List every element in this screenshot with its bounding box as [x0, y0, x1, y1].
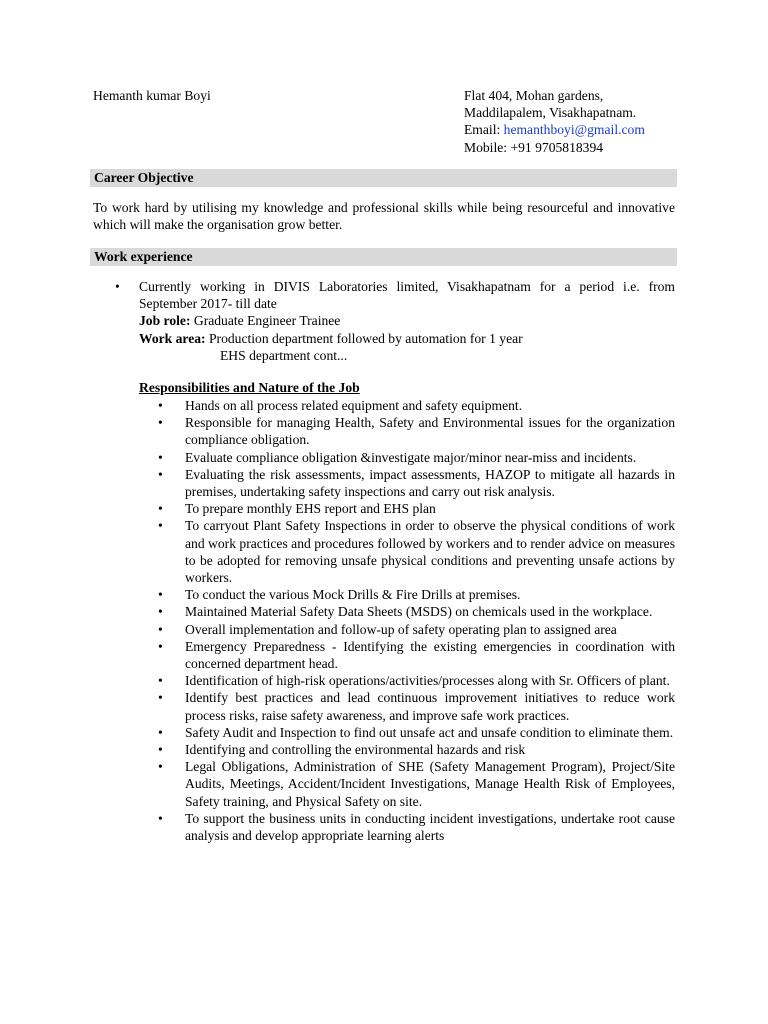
bullet-icon: • [158, 501, 163, 517]
list-item [139, 638, 675, 672]
list-item [139, 603, 675, 620]
list-item [139, 621, 675, 638]
job-role-line [139, 312, 675, 329]
list-item [139, 500, 675, 517]
job-role-label: Job role: [139, 313, 191, 329]
work-area-value: Production department followed by automation for 1 year [205, 330, 523, 346]
bullet-icon: • [158, 759, 163, 775]
list-item [139, 689, 675, 723]
bullet-icon: • [115, 279, 120, 294]
responsibility-text: To support the business units in conducting incident investigations, undertake root cause analysis and develop appropriate learning alerts [185, 810, 675, 844]
contact-block [464, 87, 645, 156]
list-item [139, 397, 675, 414]
responsibility-text: Safety Audit and Inspection to find out unsafe act and unsafe condition to eliminate them. [185, 724, 674, 740]
responsibility-text: To carryout Plant Safety Inspections in order to observe the physical conditions of work and work practices and procedures followed by workers and to render advice on measures to be adopted for removing unsafe physical conditions and preventing unsafe actions by workers. [185, 518, 675, 586]
responsibility-text: Overall implementation and follow-up of safety operating plan to assigned area [185, 621, 617, 637]
work-area-label: Work area: [139, 330, 206, 346]
responsibility-text: Evaluating the risk assessments, impact assessments, HAZOP to mitigate all hazards in premises, undertaking safety inspections and carry out risk analysis. [185, 466, 675, 500]
bullet-icon: • [158, 587, 163, 603]
job-role-value: Graduate Engineer Trainee [190, 313, 341, 329]
responsibility-text: To conduct the various Mock Drills & Fire Drills at premises. [185, 587, 521, 603]
career-objective-text: To work hard by utilising my knowledge and professional skills while being resourceful and innovative which will make the organisation grow better. [93, 200, 675, 233]
list-item [139, 449, 675, 466]
responsibility-text: Maintained Material Safety Data Sheets (MSDS) on chemicals used in the workplace. [185, 604, 653, 620]
bullet-icon: • [158, 690, 163, 706]
bullet-icon: • [158, 449, 163, 465]
responsibility-text: To prepare monthly EHS report and EHS plan [185, 501, 436, 517]
current-job-block [115, 278, 675, 364]
list-item [139, 586, 675, 603]
email-link[interactable]: hemanthboyi@gmail.com [503, 122, 645, 138]
email-label: Email: [464, 122, 504, 138]
bullet-icon: • [158, 466, 163, 482]
bullet-icon: • [158, 604, 163, 620]
career-objective-heading: Career Objective [90, 169, 677, 187]
bullet-icon: • [158, 638, 163, 654]
bullet-icon: • [158, 398, 163, 413]
mobile-line: Mobile: +91 9705818394 [464, 139, 604, 155]
list-item [139, 724, 675, 741]
bullet-icon: • [158, 724, 163, 740]
current-job-text: Currently working in DIVIS Laboratories limited, Visakhapatnam for a period i.e. from September 2017- till date [139, 279, 675, 312]
responsibility-text: Identify best practices and lead continuous improvement initiatives to reduce work process risks, raise safety awareness, and improve safe work practices. [185, 690, 675, 723]
list-item [139, 672, 675, 689]
list-item [139, 414, 675, 448]
responsibility-text: Hands on all process related equipment and safety equipment. [185, 398, 523, 413]
list-item [139, 741, 675, 758]
responsibility-text: Evaluate compliance obligation &investigate major/minor near-miss and incidents. [185, 449, 637, 465]
list-item [139, 758, 675, 810]
work-experience-heading: Work experience [90, 248, 677, 266]
responsibilities-list [139, 397, 675, 844]
responsibility-text: Legal Obligations, Administration of SHE (Safety Management Program), Project/Site Audits, Meetings, Accident/Incident Investigations, Manage Health Risk of Employees, Safety training, and Physical Safety on site. [185, 759, 675, 809]
responsibility-text: Responsible for managing Health, Safety and Environmental issues for the organization compliance obligation. [185, 415, 675, 448]
work-area-line [139, 330, 675, 347]
email-line [464, 121, 645, 138]
bullet-icon: • [158, 810, 163, 826]
bullet-icon: • [158, 415, 163, 431]
responsibility-text: Identifying and controlling the environmental hazards and risk [185, 742, 526, 758]
bullet-icon: • [158, 518, 163, 534]
responsibility-text: Identification of high-risk operations/activities/processes along with Sr. Officers of plant. [185, 673, 670, 689]
responsibilities-heading: Responsibilities and Nature of the Job [139, 380, 360, 395]
bullet-icon: • [158, 742, 163, 758]
work-area-continued: EHS department cont... [220, 347, 348, 363]
responsibility-text: Emergency Preparedness - Identifying the existing emergencies in coordination with concerned department head. [185, 638, 675, 672]
address-line-1: Flat 404, Mohan gardens, [464, 88, 604, 103]
bullet-icon: • [158, 621, 163, 637]
candidate-name: Hemanth kumar Boyi [93, 88, 211, 103]
address-line-2: Maddilapalem, Visakhapatnam. [464, 105, 637, 121]
list-item [139, 810, 675, 844]
list-item [139, 517, 675, 586]
bullet-icon: • [158, 673, 163, 689]
list-item [139, 466, 675, 500]
